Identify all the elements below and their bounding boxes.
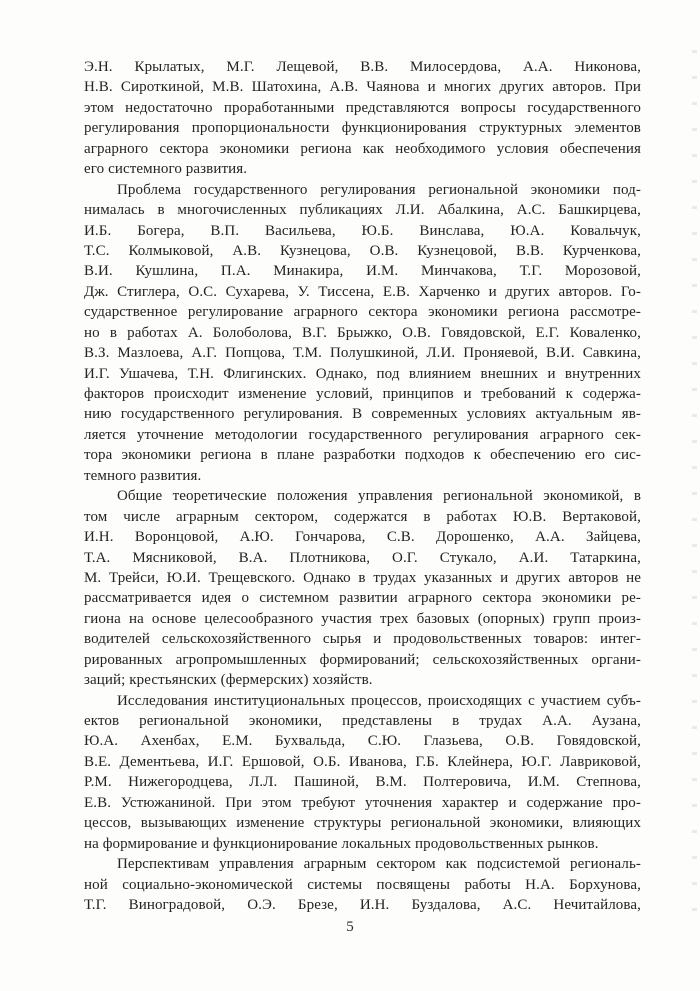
text-line: аграрного сектора экономики региона как необходимого условия обеспечения xyxy=(84,140,641,157)
text-line: М. Трейси, Ю.И. Трещевского. Однако в трудах указанных и других авторов не xyxy=(84,569,641,586)
text-line: цессов, вызывающих изменение структуры региональной экономики, влияющих xyxy=(84,815,641,832)
text-line: том числе аграрным сектором, содержатся в работах Ю.В. Вертаковой, xyxy=(84,508,641,525)
text-line: сударственное регулирование аграрного сектора экономики региона рассмотре- xyxy=(84,304,641,321)
text-line: Проблема государственного регулирования региональной экономики под- xyxy=(117,181,641,198)
text-line: Э.Н. Крылатых, М.Г. Лещевой, В.В. Милосердова, А.А. Никонова, xyxy=(84,59,641,75)
text-line: ектов региональной экономики, представлены в трудах А.А. Аузана, xyxy=(84,713,641,729)
page-number: 5 xyxy=(346,919,354,935)
text-line: водителей сельскохозяйственного сырья и продовольственных товаров: интег- xyxy=(84,631,641,648)
text-line: его системного развития. xyxy=(84,161,248,178)
text-line: заций; крестьянских (фермерских) хозяйств. xyxy=(84,672,373,689)
text-line: В.И. Кушлина, П.А. Минакира, И.М. Минчакова, Т.Г. Морозовой, xyxy=(84,263,641,280)
text-line: тора экономики региона в плане разработки подходов к обеспечению его сис- xyxy=(84,447,641,464)
text-line: ляется уточнение методологии государственного регулирования аграрного сек- xyxy=(84,426,641,443)
paragraph xyxy=(84,854,641,915)
text-line: И.Б. Богера, В.П. Васильева, Ю.Б. Винслава, Ю.А. Ковальчук, xyxy=(84,222,641,239)
text-line: ной социально-экономической системы посвящены работы Н.А. Борхунова, xyxy=(84,876,641,893)
text-line: Т.А. Мясниковой, В.А. Плотникова, О.Г. Стукало, А.И. Татаркина, xyxy=(84,549,641,566)
text-line: факторов происходит изменение условий, принципов и требований к содержа- xyxy=(84,386,641,402)
text-line: Н.В. Сироткиной, М.В. Шатохина, А.В. Чаянова и многих других авторов. При xyxy=(84,79,641,96)
text-line: И.Н. Воронцовой, А.Ю. Гончарова, С.В. Дорошенко, А.А. Зайцева, xyxy=(84,529,641,546)
text-line: Дж. Стиглера, О.С. Сухарева, У. Тиссена, Е.В. Харченко и других авторов. Го- xyxy=(84,283,641,300)
scan-artifact-strip xyxy=(692,50,697,930)
text-line: рированных агропромышленных формирований; сельскохозяйственных органи- xyxy=(84,651,641,668)
text-line: Т.Г. Виноградовой, О.Э. Брезе, И.Н. Буздалова, А.С. Нечитайлова, xyxy=(84,896,641,913)
text-line: Р.М. Нижегородцева, Л.Л. Пашиной, В.М. Полтеровича, И.М. Степнова, xyxy=(84,774,641,791)
text-body xyxy=(84,57,641,915)
text-line: на формирование и функционирование локальных продовольственных рынков. xyxy=(84,835,599,852)
text-line: Перспективам управления аграрным сектором как подсистемой региональ- xyxy=(117,856,641,873)
text-line: этом недостаточно проработанными представляются вопросы государственного xyxy=(84,99,641,116)
text-line: Е.В. Устюжаниной. При этом требуют уточнения характер и содержание про- xyxy=(84,794,641,811)
text-line: И.Г. Ушачева, Т.Н. Флигинских. Однако, под влиянием внешних и внутренних xyxy=(84,365,641,382)
paragraph xyxy=(84,691,641,855)
text-line: Исследования институциональных процессов, происходящих с участием субъ- xyxy=(117,692,641,709)
paragraph xyxy=(84,180,641,487)
text-line: но в работах А. Болоболова, В.Г. Брыжко, О.В. Говядовской, Е.Г. Коваленко, xyxy=(84,324,641,341)
text-line: темного развития. xyxy=(84,467,202,484)
text-line: Общие теоретические положения управления региональной экономикой, в xyxy=(117,488,641,505)
paragraph xyxy=(84,57,641,180)
text-line: Ю.А. Ахенбах, Е.М. Бухвальда, С.Ю. Глазьева, О.В. Говядовской, xyxy=(84,733,641,750)
text-line: гиона на основе целесообразного участия трех базовых (опорных) групп произ- xyxy=(84,610,641,627)
text-line: В.Е. Дементьева, И.Г. Ершовой, О.Б. Иванова, Г.Б. Клейнера, Ю.Г. Лавриковой, xyxy=(84,753,641,770)
text-line: нию государственного регулирования. В современных условиях актуальным яв- xyxy=(84,406,641,423)
text-line: В.З. Мазлоева, А.Г. Попцова, Т.М. Полушкиной, Л.И. Проняевой, В.И. Савкина, xyxy=(84,345,641,362)
paragraph xyxy=(84,486,641,690)
text-line: нималась в многочисленных публикациях Л.И. Абалкина, А.С. Башкирцева, xyxy=(84,202,641,219)
text-line: регулирования пропорциональности функционирования структурных элементов xyxy=(84,120,641,137)
text-line: рассматривается идея о системном развитии аграрного сектора экономики ре- xyxy=(84,590,641,607)
text-line: Т.С. Колмыковой, А.В. Кузнецова, О.В. Кузнецовой, В.В. Курченкова, xyxy=(84,242,641,259)
